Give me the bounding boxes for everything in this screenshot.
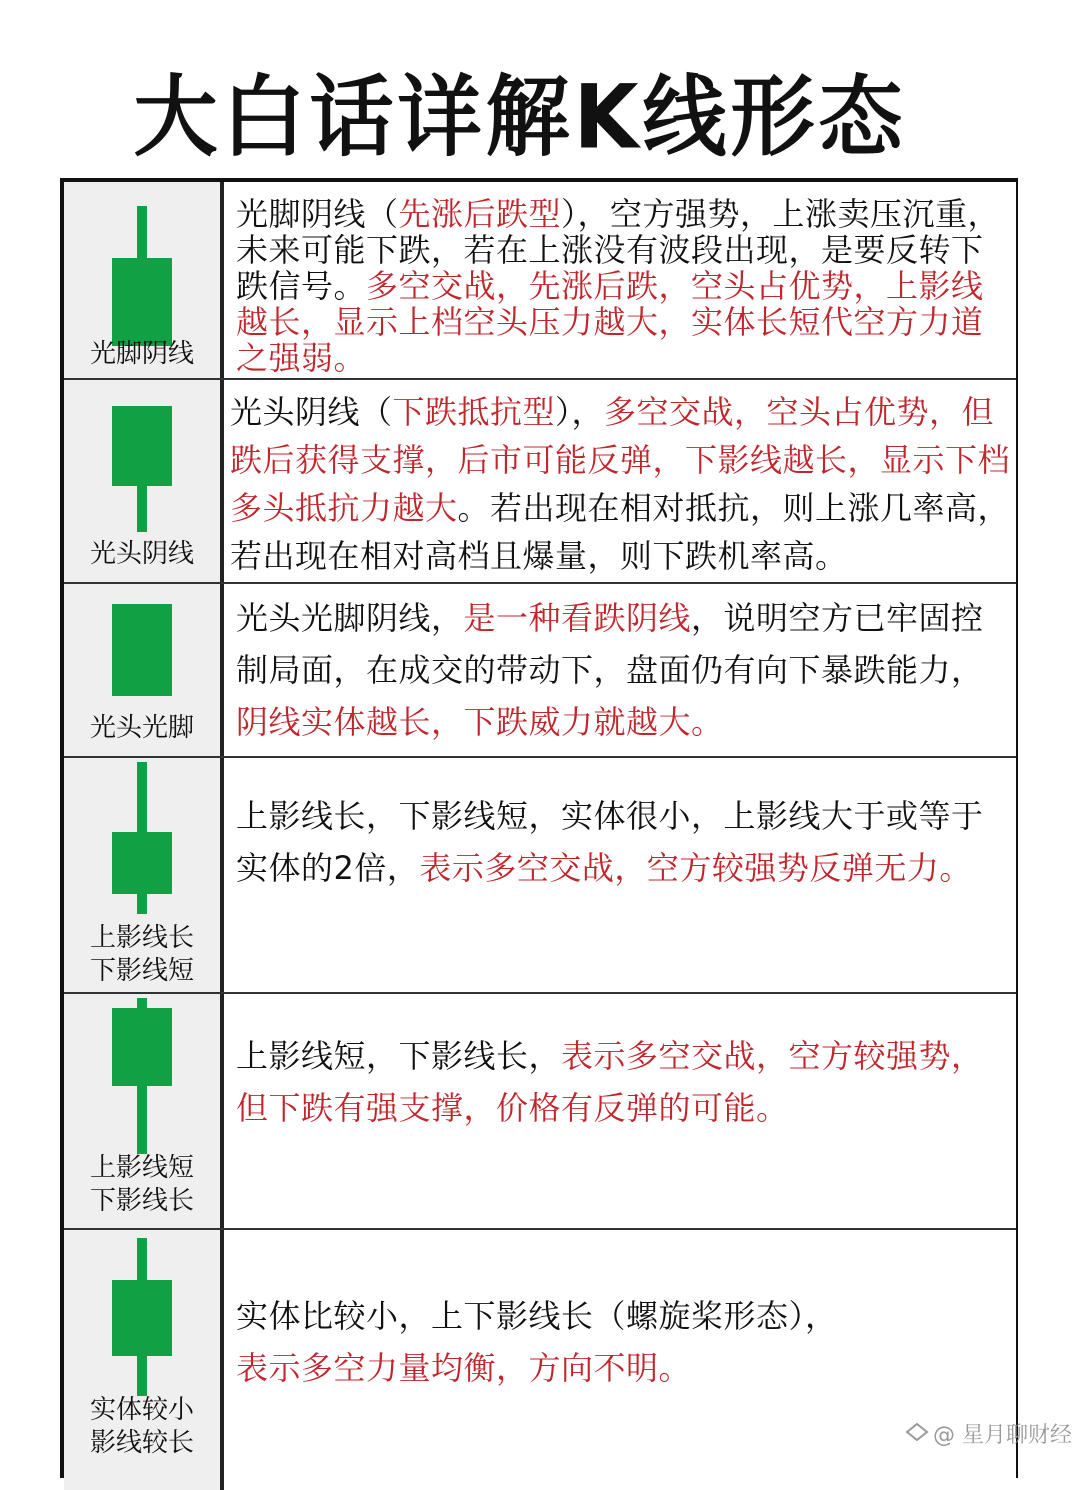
description-text: 实体比较小，上下影线长（螺旋桨形态）， 表示多空力量均衡，方向不明。 — [236, 1297, 838, 1387]
icon-cell — [64, 182, 224, 378]
candlestick-table — [60, 178, 1018, 1478]
description-text: 光脚阴线（先涨后跌型），空方强势，上涨卖压沉重，未来可能下跌，若在上涨没有波段出现，是要反转下跌信号。多空交战，先涨后跌，空头占优势，上影线越长，显示上档空头压力越大，实体长短代空方力道之强弱。 — [236, 195, 1001, 377]
table-row — [64, 1230, 1016, 1490]
candle-label: 光头阴线 — [89, 539, 194, 569]
weibo-logo-icon — [905, 1422, 929, 1448]
description-text: 上影线短，下影线长，表示多空交战，空方较强势，但下跌有强支撑，价格有反弹的可能。 — [236, 1037, 984, 1127]
table-row — [64, 994, 1016, 1230]
icon-cell — [64, 380, 224, 582]
candle-label: 上影线短 下影线长 — [89, 1153, 194, 1216]
candle-label: 实体较小 影线较长 — [89, 1395, 194, 1458]
page-title: 大白话详解K线形态 — [133, 65, 907, 169]
description-text: 上影线长，下影线短，实体很小，上影线大于或等于实体的2倍，表示多空交战，空方较强势反弹无力。 — [236, 797, 984, 887]
icon-cell — [64, 584, 224, 756]
icon-cell — [64, 1230, 224, 1490]
watermark: @ 星月聊财经 — [905, 1418, 1072, 1449]
table-row — [64, 584, 1016, 758]
candle-label: 上影线长 下影线短 — [89, 923, 194, 986]
icon-cell — [64, 758, 224, 992]
table-row — [64, 380, 1016, 584]
table-row — [64, 182, 1016, 380]
icon-cell — [64, 994, 224, 1228]
table-row — [64, 758, 1016, 994]
candle-label: 光脚阴线 — [89, 339, 194, 369]
candle-label: 光头光脚 — [89, 713, 194, 743]
description-text: 光头光脚阴线，是一种看跌阴线，说明空方已牢固控制局面，在成交的带动下，盘面仍有向下暴跌能力，阴线实体越长，下跌威力就越大。 — [236, 599, 984, 741]
description-text: 光头阴线（下跌抵抗型），多空交战，空头占优势，但跌后获得支撑，后市可能反弹，下影线越长，显示下档多头抵抗力越大。若出现在相对抵抗，则上涨几率高，若出现在相对高档且爆量，则下跌机率高。 — [230, 393, 1011, 575]
